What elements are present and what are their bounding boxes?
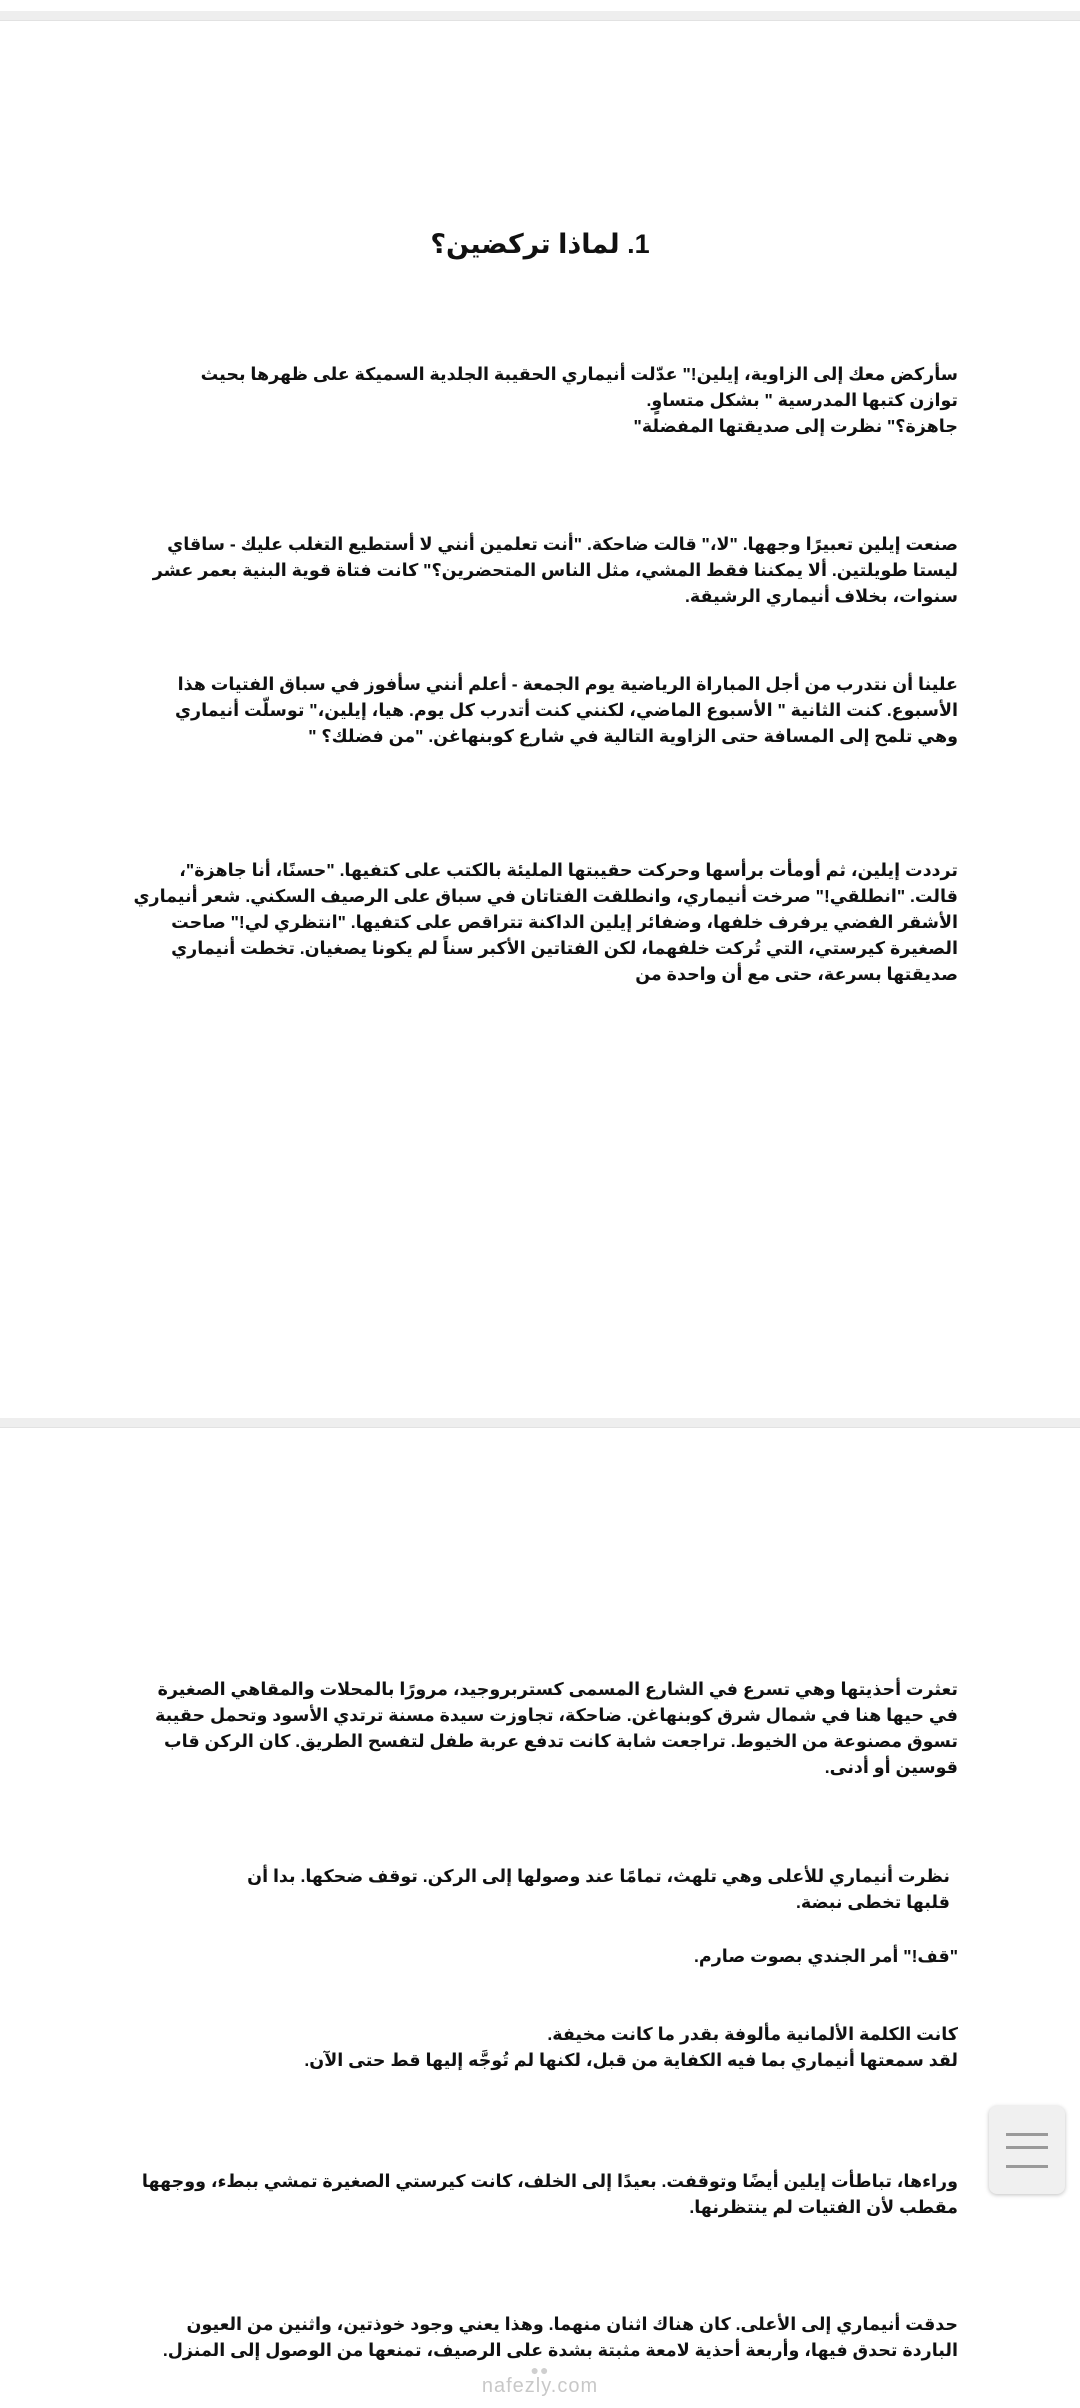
paragraph — [150, 361, 958, 439]
paragraph-line: لقد سمعتها أنيماري بما فيه الكفاية من قبل، لكنها لم تُوجَّه إليها قط حتى الآن. — [304, 2050, 958, 2070]
document-menu-button[interactable] — [989, 2106, 1065, 2194]
paragraph: نظرت أنيماري للأعلى وهي تلهث، تمامًا عند وصولها إلى الركن. توقف ضحكها. بدا أن قلبها تخطى نبضة. — [247, 1866, 950, 1912]
watermark: ●● nafezly.com — [481, 2362, 599, 2397]
paragraph: وراءها، تباطأت إيلين أيضًا وتوقفت. بعيدًا إلى الخلف، كانت كيرستي الصغيرة تمشي ببطء، ووجهها مقطب لأن الفتيات لم ينتظرنها. — [141, 2171, 958, 2217]
document-page-1 — [0, 20, 1080, 1418]
paragraph: تعثرت أحذيتها وهي تسرع في الشارع المسمى كستربروجيد، مرورًا بالمحلات والمقاهي الصغيرة في حيها هنا في شمال شرق كوبنهاغن. ضاحكة، تجاوزت سيدة مسنة ترتدي الأسود وتحمل حقيبة تسوق مصنوعة من الخيوط. تراجعت شابة كانت تدفع عربة طفل لتفسح الطريق. كان الركن قاب قوسين أو أدنى. — [154, 1679, 958, 1777]
paragraph: "قف!" أمر الجندي بصوت صارم. — [694, 1946, 958, 1966]
top-strip — [0, 0, 1080, 11]
paragraph: علينا أن نتدرب من أجل المباراة الرياضية يوم الجمعة - أعلم أنني سأفوز في سباق الفتيات هذا الأسبوع. كنت الثانية " الأسبوع الماضي، لكنني كنت أتدرب كل يوم. هيا، إيلين،" توسلّت أنيماري وهي تلمح إلى المسافة حتى الزاوية التالية في شارع كوبنهاغن. "من فضلك؟ " — [175, 674, 958, 746]
paragraph: حدقت أنيماري إلى الأعلى. كان هناك اثنان منهما. وهذا يعني وجود خوذتين، واثنين من العيون الباردة تحدق فيها، وأربعة أحذية لامعة مثبتة بشدة على الرصيف، تمنعها من الوصول إلى المنزل. — [162, 2314, 958, 2360]
paragraph-line: جاهزة؟" نظرت إلى صديقتها المفضلة" — [633, 416, 958, 436]
chapter-heading: 1. لماذا تركضين؟ — [430, 229, 650, 259]
paragraph — [300, 2021, 958, 2073]
document-page-2 — [0, 1427, 1080, 2408]
paragraph-line: سأركض معك إلى الزاوية، إيلين!" عدّلت أنيماري الحقيبة الجلدية السميكة على ظهرها بحيث توازن كتبها المدرسية " بشكل متساوٍ. — [200, 364, 958, 410]
paragraph: ترددت إيلين، ثم أومأت برأسها وحركت حقيبتها المليئة بالكتب على كتفيها. "حسنًا، أنا جاهزة"، قالت. "انطلقي!" صرخت أنيماري، وانطلقت الفتاتان في سباق على الرصيف السكني. شعر أنيماري الأشقر الفضي يرفرف خلفها، وضفائر إيلين الداكنة تتراقص على كتفيها. "انتظري لي!" صاحت الصغيرة كيرستي، التي تُركت خلفهما، لكن الفتاتين الأكبر سناً لم يكونا يصغيان. تخطت أنيماري صديقتها بسرعة، حتى مع أن واحدة من — [133, 860, 958, 984]
menu-lines-icon — [1006, 2128, 1048, 2173]
paragraph-line: كانت الكلمة الألمانية مألوفة بقدر ما كانت مخيفة. — [547, 2024, 958, 2044]
watermark-text: nafezly.com — [481, 2375, 599, 2397]
paragraph: صنعت إيلين تعبيرًا وجهها. "لا،" قالت ضاحكة. "أنت تعلمين أنني لا أستطيع التغلب عليك - ساقاي ليستا طويلتين. ألا يمكننا فقط المشي، مثل الناس المتحضرين؟" كانت فتاة قوية البنية بعمر عشر سنوات، بخلاف أنيماري الرشيقة. — [152, 534, 958, 606]
